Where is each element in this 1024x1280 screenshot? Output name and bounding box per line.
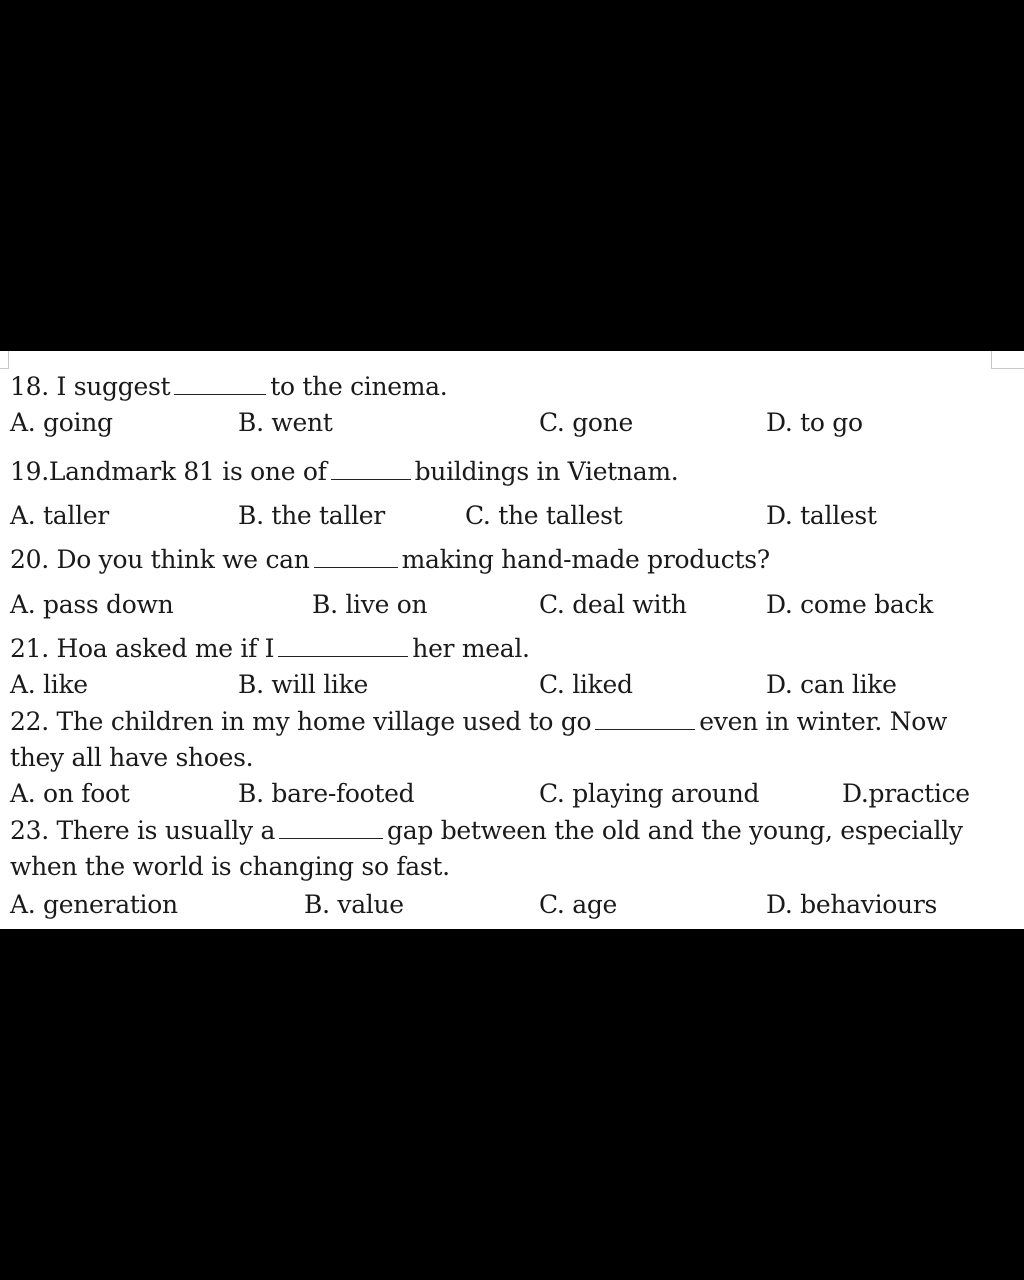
option-b: B. the taller xyxy=(238,501,385,530)
option-d: D. to go xyxy=(766,408,863,437)
option-c: C. playing around xyxy=(539,779,760,808)
question-19-stem-start: 19.Landmark 81 is one of xyxy=(10,457,327,486)
option-c: C. gone xyxy=(539,408,633,437)
question-21-stem-end: her meal. xyxy=(412,634,530,663)
page-corner-mark-right xyxy=(991,351,1024,369)
option-b: B. went xyxy=(238,408,333,437)
option-c: C. deal with xyxy=(539,590,687,619)
option-a: A. on foot xyxy=(10,779,130,808)
option-b: B. will like xyxy=(238,670,368,699)
answer-blank xyxy=(279,816,383,839)
question-23 xyxy=(10,814,963,848)
question-20-stem-end: making hand-made products? xyxy=(401,545,770,574)
question-22-continuation: they all have shoes. xyxy=(10,743,254,772)
answer-blank xyxy=(331,457,411,480)
option-a: A. going xyxy=(10,408,113,437)
question-19-stem-end: buildings in Vietnam. xyxy=(414,457,679,486)
option-b: B. live on xyxy=(312,590,428,619)
option-d: D. come back xyxy=(766,590,934,619)
question-20-stem-start: 20. Do you think we can xyxy=(10,545,310,574)
option-c: C. liked xyxy=(539,670,633,699)
question-23-continuation: when the world is changing so fast. xyxy=(10,852,450,881)
option-d: D.practice xyxy=(842,779,970,808)
question-23-stem-end: gap between the old and the young, especially xyxy=(387,816,963,845)
question-22-stem-end: even in winter. Now xyxy=(699,707,948,736)
option-c: C. the tallest xyxy=(465,501,623,530)
option-d: D. can like xyxy=(766,670,897,699)
question-23-stem-start: 23. There is usually a xyxy=(10,816,276,845)
option-a: A. generation xyxy=(10,890,178,919)
option-d: D. tallest xyxy=(766,501,877,530)
option-a: A. like xyxy=(10,670,88,699)
answer-blank xyxy=(314,545,398,568)
option-b: B. bare-footed xyxy=(238,779,415,808)
answer-blank xyxy=(174,372,266,395)
question-20 xyxy=(10,543,770,577)
worksheet-page xyxy=(0,351,1024,929)
question-22-stem-start: 22. The children in my home village used to go xyxy=(10,707,592,736)
option-b: B. value xyxy=(304,890,404,919)
question-21-stem-start: 21. Hoa asked me if I xyxy=(10,634,275,663)
option-c: C. age xyxy=(539,890,618,919)
option-a: A. taller xyxy=(10,501,109,530)
option-a: A. pass down xyxy=(10,590,174,619)
answer-blank xyxy=(278,634,408,657)
question-18 xyxy=(10,370,447,404)
option-d: D. behaviours xyxy=(766,890,938,919)
question-22 xyxy=(10,705,947,739)
question-18-stem-end: to the cinema. xyxy=(270,372,448,401)
page-corner-mark-left xyxy=(0,351,9,369)
question-18-stem-start: 18. I suggest xyxy=(10,372,171,401)
answer-blank xyxy=(595,707,695,730)
question-21 xyxy=(10,632,530,666)
question-19 xyxy=(10,455,678,489)
